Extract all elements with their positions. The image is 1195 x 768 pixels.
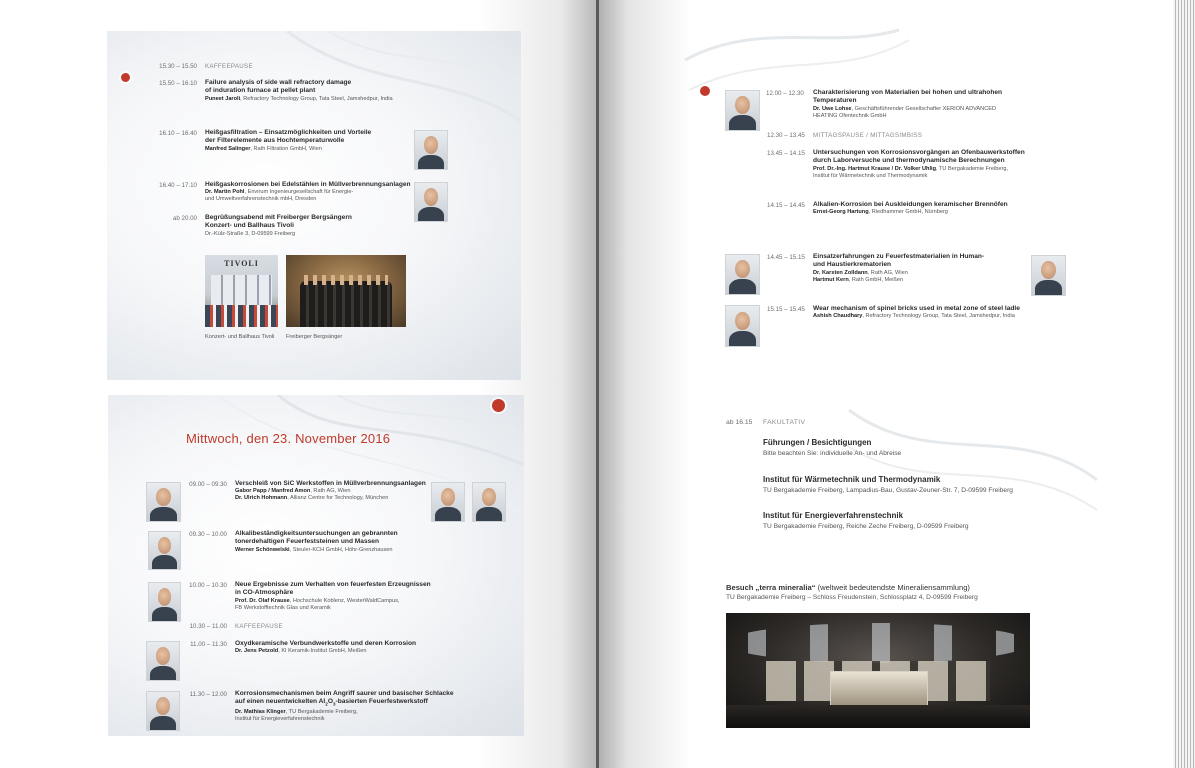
- speaker-line-2: [235, 495, 425, 502]
- speaker-line: [205, 146, 420, 153]
- event-title: Begrüßungsabend mit Freiberger Bergsängern: [205, 214, 352, 221]
- time-label: 15.50 – 16.10: [159, 80, 197, 87]
- accent-dot: [492, 399, 505, 412]
- time-label: 12.00 – 12.30: [766, 90, 804, 97]
- time-label: 11.00 – 11.30: [190, 641, 227, 648]
- talk-title: Verschleiß von SiC Werkstoffen in Müllverbrennungsanlagen: [235, 480, 426, 487]
- speaker-affiliation: , Refractory Technology Group, Tata Steel, Jamshedpur, India: [240, 95, 393, 102]
- talk-title-line-2: tonerdehaltigen Feuerfeststeinen und Massen: [235, 538, 379, 546]
- speaker-line: [235, 488, 425, 495]
- time-label: 10.30 – 11.00: [189, 623, 227, 630]
- speaker-affiliation: , Hochschule Koblenz, WesterWaldCampus,: [289, 597, 400, 604]
- speaker-affiliation: , Allianz Centre for Technology, München: [287, 495, 389, 502]
- speaker-portrait: [725, 254, 760, 295]
- speaker-name: Prof. Dr. Olaf Krause: [235, 597, 290, 604]
- speaker-line: [813, 106, 1043, 113]
- time-label: 12.30 – 13.45: [767, 132, 805, 139]
- speaker-line: [235, 648, 475, 655]
- talk-title-line-2: auf einen neuentwickelten $Al_2O_3$-basierten Feuerfestwerkstoff: [235, 698, 428, 707]
- speaker-name: Werner Schönwelski: [235, 546, 290, 553]
- talk-title: Alkalibeständigkeitsuntersuchungen an gebrannten: [235, 530, 398, 537]
- speaker-portrait: [1031, 255, 1066, 296]
- photo-caption: Freiberger Bergsänger: [286, 334, 343, 340]
- speaker-name: Dr. Mathias Klinger: [235, 709, 286, 716]
- right-page: [599, 0, 1173, 768]
- speaker-affiliation-line-2: Institut für Wärmetechnik und Thermodynamik: [813, 172, 928, 179]
- talk-title: Heißgaskorrosionen bei Edelstählen in Müllverbrennungsanlagen: [205, 181, 411, 188]
- accent-dot: [121, 73, 130, 82]
- time-label: 09.00 – 09.30: [189, 481, 227, 488]
- time-label: 14.15 – 14.45: [767, 202, 805, 209]
- speaker-portrait: [725, 305, 760, 347]
- accent-dot: [700, 86, 710, 96]
- institute-address: TU Bergakademie Freiberg, Lampadius-Bau, Gustav-Zeuner-Str. 7, D-09599 Freiberg: [763, 487, 1013, 494]
- speaker-affiliation: , Rath AG, Wien: [867, 269, 908, 276]
- speaker-name: Dr. Karsten Zolldann: [813, 269, 868, 276]
- program-card-wednesday: [108, 395, 524, 736]
- time-label: 13.45 – 14.15: [767, 150, 805, 157]
- time-label: ab 16.15: [726, 419, 753, 426]
- speaker-name: Dr. Ulrich Hohmann: [235, 495, 288, 502]
- institute-address: TU Bergakademie Freiberg, Reiche Zeche Freiberg, D-09599 Freiberg: [763, 523, 969, 530]
- time-label: 10.00 – 10.30: [189, 582, 227, 589]
- speaker-line: [813, 313, 1063, 320]
- talk-title: Failure analysis of side wall refractory damage: [205, 79, 352, 86]
- time-label: 16.40 – 17.10: [159, 182, 197, 189]
- talk-title: Wear mechanism of spinel bricks used in metal zone of steel ladle: [813, 305, 1020, 312]
- photo-caption: Konzert- und Ballhaus Tivoli: [205, 334, 275, 340]
- talk-title: Alkalien-Korrosion bei Auskleidungen keramischer Brennöfen: [813, 201, 1008, 208]
- section-label: FAKULTATIV: [763, 419, 806, 426]
- event-address: Dr.-Külz-Straße 3, D-09599 Freiberg: [205, 230, 296, 237]
- visit-address: TU Bergakademie Freiberg – Schloss Freudenstein, Schlossplatz 4, D-09599 Freiberg: [726, 594, 978, 601]
- break-label: KAFFEEPAUSE: [235, 623, 283, 630]
- talk-title: Charakterisierung von Materialien bei hohen und ultrahohen: [813, 89, 1003, 96]
- visit-description: (weltweit bedeutendste Mineraliensammlung): [815, 583, 970, 592]
- speaker-line: [205, 96, 445, 103]
- day-heading: Mittwoch, den 23. November 2016: [186, 431, 391, 446]
- speaker-name: Hartmut Kern: [813, 276, 849, 283]
- choir-photo: [286, 255, 406, 327]
- page-edges: [1173, 0, 1195, 768]
- time-label: 15.30 – 15.50: [159, 63, 197, 70]
- speaker-name: Prof. Dr.-Ing. Hartmut Krause / Dr. Volker Uhlig: [813, 165, 936, 172]
- time-label: 09.30 – 10.00: [189, 531, 227, 538]
- speaker-affiliation: , Envirum Ingenieurgesellschaft für Energie-: [244, 189, 354, 196]
- time-label: ab 20.00: [172, 215, 197, 222]
- time-label: 11.30 – 12.00: [189, 691, 227, 698]
- speaker-affiliation: , Rath Filtration GmbH, Wien: [250, 145, 322, 152]
- speaker-name: Gabor Papp / Manfred Amon: [235, 488, 311, 495]
- talk-title-line-2: Temperaturen: [813, 97, 857, 105]
- visit-heading: [726, 583, 970, 592]
- talk-title-line-2: in CO-Atmosphäre: [235, 589, 294, 597]
- speaker-portrait: [472, 482, 506, 522]
- speaker-portrait: [725, 90, 760, 131]
- speaker-line-2: [813, 277, 1018, 284]
- talk-title-line-2: und Haustierkrematorien: [813, 261, 892, 269]
- speaker-affiliation-line-2: FB Werkstofftechnik Glas und Keramik: [235, 604, 331, 611]
- speaker-affiliation: , Refractory Technology Group, Tata Steel, Jamshedpur, India: [862, 313, 1015, 320]
- speaker-affiliation: , Rath AG, Wien: [310, 488, 351, 495]
- talk-title: Untersuchungen von Korrosionsvorgängen an Ofenbauwerkstoffen: [813, 149, 1025, 156]
- speaker-portrait: [414, 130, 448, 170]
- break-label: MITTAGSPAUSE / MITTAGSIMBISS: [813, 132, 923, 139]
- speaker-affiliation-line-2: Institut für Energieverfahrenstechnik: [235, 716, 325, 723]
- speaker-line: [205, 189, 420, 196]
- speaker-portrait: [148, 531, 181, 570]
- speaker-portrait: [146, 691, 180, 731]
- time-label: 15.15 – 15.45: [767, 306, 805, 313]
- speaker-name: Dr. Uwe Lohse: [813, 105, 852, 112]
- institute-heading: Institut für Wärmetechnik und Thermodynamik: [763, 475, 941, 484]
- break-label: KAFFEEPAUSE: [205, 63, 253, 70]
- speaker-line: [813, 209, 1053, 216]
- talk-title: Einsatzerfahrungen zu Feuerfestmaterialien in Human-: [813, 253, 985, 260]
- visit-title: Besuch „terra mineralia“: [726, 583, 816, 592]
- speaker-portrait: [431, 482, 465, 522]
- talk-title: Oxydkeramische Verbundwerkstoffe und deren Korrosion: [235, 640, 417, 647]
- speaker-name: Puneet Jaroli: [205, 95, 241, 102]
- speaker-affiliation: , Rath GmbH, Meißen: [848, 276, 904, 283]
- speaker-affiliation-line-2: HEATING Ofentechnik GmbH: [813, 112, 887, 119]
- speaker-affiliation: , Riedhammer GmbH, Nürnberg: [868, 209, 948, 216]
- program-card-afternoon: [107, 31, 521, 380]
- talk-title-line-2: der Filterelemente aus Hochtemperaturwolle: [205, 137, 345, 145]
- institute-heading: Institut für Energieverfahrenstechnik: [763, 511, 904, 520]
- talk-title-line-2: durch Laborversuche und thermodynamische Berechnungen: [813, 157, 1005, 165]
- talk-title: Korrosionsmechanismen beim Angriff saurer und basischer Schlacke: [235, 690, 454, 697]
- speaker-affiliation: , KI Keramik-Institut GmbH, Meißen: [278, 648, 367, 655]
- speaker-line: [235, 547, 475, 554]
- speaker-line: [235, 598, 475, 605]
- speaker-name: Manfred Salinger: [205, 145, 251, 152]
- left-page: [0, 0, 597, 768]
- speaker-affiliation-line-2: und Umweltverfahrenstechnik mbH, Dresden: [205, 196, 317, 203]
- speaker-line: [813, 270, 1018, 277]
- talk-title-line-2: of induration furnace at pellet plant: [205, 87, 316, 95]
- speaker-affiliation: , Geschäftsführender Gesellschafter XERION ADVANCED: [851, 105, 997, 112]
- museum-photo: [726, 613, 1030, 728]
- speaker-name: Ernst-Georg Hartung: [813, 209, 869, 216]
- speaker-name: Dr. Martin Pohl: [205, 189, 245, 196]
- tivoli-photo: [205, 255, 278, 327]
- tour-subtext: Bitte beachten Sie: individuelle An- und Abreise: [763, 450, 902, 457]
- speaker-line: [235, 709, 475, 716]
- speaker-affiliation: , Steuler-KCH GmbH, Höhr-Grenzhausen: [289, 546, 393, 553]
- talk-title: Heißgasfiltration – Einsatzmöglichkeiten und Vorteile: [205, 129, 372, 136]
- speaker-name: Dr. Jens Petzold: [235, 648, 279, 655]
- speaker-affiliation: , TU Bergakademie Freiberg,: [285, 709, 358, 716]
- speaker-portrait: [146, 641, 180, 681]
- speaker-portrait: [148, 582, 181, 622]
- time-label: 14.45 – 15.15: [767, 254, 805, 261]
- tivoli-sign: TIVOLI: [224, 259, 259, 268]
- time-label: 16.10 – 16.40: [159, 130, 197, 137]
- speaker-portrait: [146, 482, 181, 522]
- event-venue: Konzert- und Ballhaus Tivoli: [205, 222, 294, 230]
- speaker-line: [813, 166, 1053, 173]
- tour-heading: Führungen / Besichtigungen: [763, 438, 872, 447]
- speaker-name: Ashish Chaudhary: [813, 313, 863, 320]
- speaker-affiliation: , TU Bergakademie Freiberg,: [935, 165, 1009, 172]
- talk-title: Neue Ergebnisse zum Verhalten von feuerfesten Erzeugnissen: [235, 581, 431, 588]
